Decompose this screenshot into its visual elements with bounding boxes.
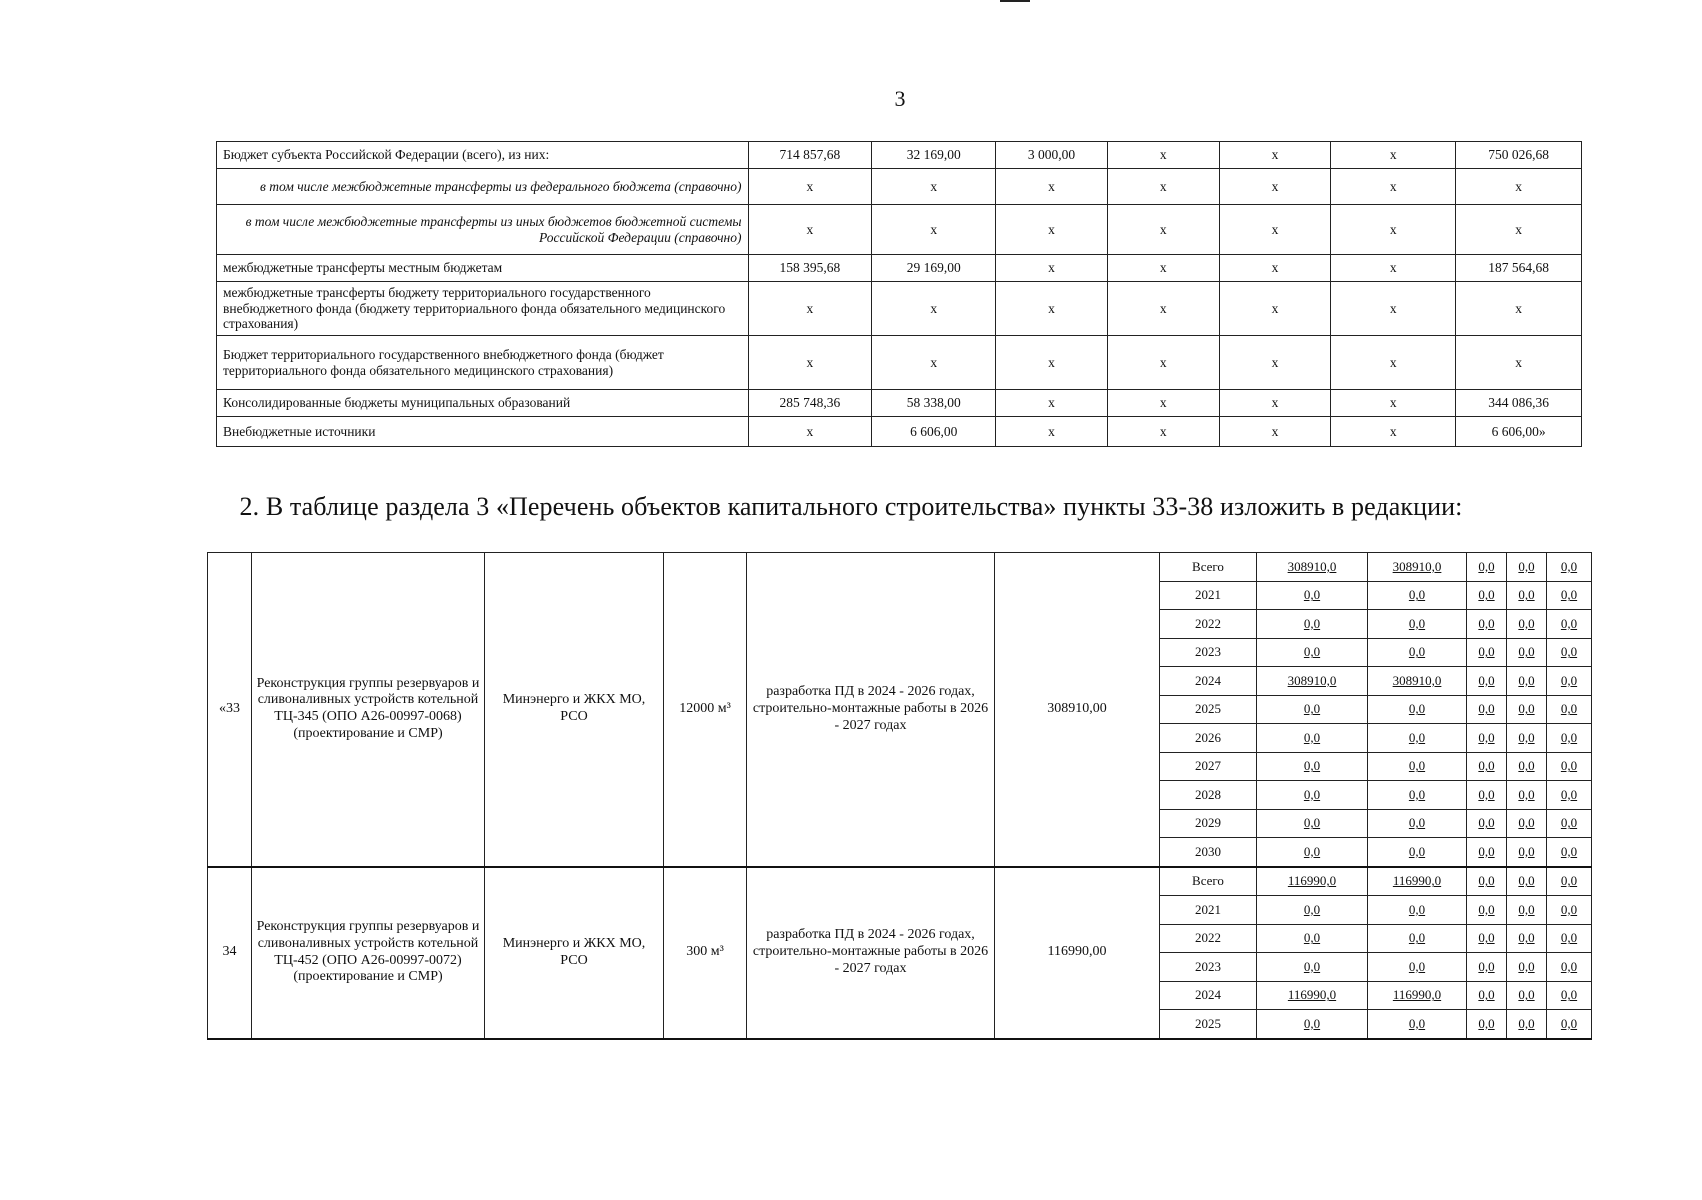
budget-cell: 187 564,68 — [1456, 255, 1582, 282]
budget-cell: x — [1456, 282, 1582, 336]
budget-cell: x — [1107, 142, 1219, 169]
budget-cell: x — [872, 169, 996, 205]
year-value-municipal: 0,0 — [1507, 724, 1547, 753]
year-label: 2021 — [1160, 581, 1257, 610]
budget-cell: x — [1219, 390, 1331, 417]
object-schedule: разработка ПД в 2024 - 2026 годах, строительно-монтажные работы в 2026 - 2027 годах — [747, 867, 995, 1039]
year-value-municipal: 0,0 — [1507, 953, 1547, 982]
year-value-federal: 0,0 — [1467, 581, 1507, 610]
object-year-row — [208, 867, 1592, 896]
budget-cell: x — [1107, 390, 1219, 417]
year-value-regional: 0,0 — [1368, 752, 1467, 781]
page-number: 3 — [894, 86, 906, 111]
year-value-other: 0,0 — [1547, 610, 1592, 639]
year-value-federal: 0,0 — [1467, 781, 1507, 810]
budget-cell: 29 169,00 — [872, 255, 996, 282]
budget-table — [216, 141, 1582, 447]
year-value-municipal: 0,0 — [1507, 781, 1547, 810]
year-value-federal: 0,0 — [1467, 638, 1507, 667]
year-value-other: 0,0 — [1547, 867, 1592, 896]
budget-row — [217, 417, 1582, 447]
year-value-other: 0,0 — [1547, 724, 1592, 753]
year-value-municipal: 0,0 — [1507, 695, 1547, 724]
year-label: 2025 — [1160, 695, 1257, 724]
year-value-regional: 308910,0 — [1368, 667, 1467, 696]
budget-cell: x — [1331, 282, 1456, 336]
budget-row-label: Внебюджетные источники — [217, 417, 749, 447]
budget-row-label: Бюджет территориального государственного внебюджетного фонда (бюджет территориального фонда обязательного медицинского страхования) — [217, 336, 749, 390]
year-value-total: 0,0 — [1257, 838, 1368, 867]
year-value-municipal: 0,0 — [1507, 924, 1547, 953]
budget-cell: x — [1331, 205, 1456, 255]
budget-cell: x — [1107, 169, 1219, 205]
budget-cell: x — [1219, 142, 1331, 169]
budget-cell: x — [1107, 417, 1219, 447]
page-top-mark — [1000, 0, 1030, 2]
budget-row-label: в том числе межбюджетные трансферты из федерального бюджета (справочно) — [217, 169, 749, 205]
budget-cell: x — [1331, 390, 1456, 417]
year-label: 2025 — [1160, 1010, 1257, 1039]
year-value-total: 0,0 — [1257, 781, 1368, 810]
budget-row — [217, 169, 1582, 205]
year-label: 2022 — [1160, 610, 1257, 639]
objects-table — [207, 552, 1592, 1040]
object-cost: 308910,00 — [995, 553, 1160, 867]
year-label: Всего — [1160, 553, 1257, 582]
year-value-municipal: 0,0 — [1507, 981, 1547, 1010]
year-value-regional: 0,0 — [1368, 781, 1467, 810]
year-value-total: 0,0 — [1257, 953, 1368, 982]
year-value-federal: 0,0 — [1467, 610, 1507, 639]
year-value-other: 0,0 — [1547, 553, 1592, 582]
year-value-other: 0,0 — [1547, 809, 1592, 838]
budget-cell: 750 026,68 — [1456, 142, 1582, 169]
year-value-other: 0,0 — [1547, 695, 1592, 724]
budget-cell: x — [996, 282, 1108, 336]
year-value-regional: 116990,0 — [1368, 867, 1467, 896]
year-value-federal: 0,0 — [1467, 838, 1507, 867]
object-customer: Минэнерго и ЖКХ МО, РСО — [485, 553, 664, 867]
year-label: 2026 — [1160, 724, 1257, 753]
budget-cell: 158 395,68 — [748, 255, 872, 282]
year-value-other: 0,0 — [1547, 581, 1592, 610]
year-value-regional: 0,0 — [1368, 1010, 1467, 1039]
year-value-other: 0,0 — [1547, 896, 1592, 925]
budget-cell: x — [1331, 336, 1456, 390]
object-number: 34 — [208, 867, 252, 1039]
year-value-other: 0,0 — [1547, 1010, 1592, 1039]
year-value-total: 0,0 — [1257, 896, 1368, 925]
year-value-total: 116990,0 — [1257, 981, 1368, 1010]
year-value-other: 0,0 — [1547, 638, 1592, 667]
budget-cell: x — [996, 169, 1108, 205]
year-value-municipal: 0,0 — [1507, 867, 1547, 896]
budget-row — [217, 390, 1582, 417]
year-value-regional: 0,0 — [1368, 953, 1467, 982]
year-value-municipal: 0,0 — [1507, 553, 1547, 582]
year-value-total: 0,0 — [1257, 724, 1368, 753]
budget-cell: x — [1331, 169, 1456, 205]
year-value-regional: 0,0 — [1368, 924, 1467, 953]
year-label: 2022 — [1160, 924, 1257, 953]
budget-cell: x — [872, 282, 996, 336]
budget-cell: x — [872, 205, 996, 255]
year-value-regional: 0,0 — [1368, 838, 1467, 867]
budget-row — [217, 282, 1582, 336]
year-value-municipal: 0,0 — [1507, 752, 1547, 781]
year-value-federal: 0,0 — [1467, 724, 1507, 753]
year-value-regional: 116990,0 — [1368, 981, 1467, 1010]
object-name: Реконструкция группы резервуаров и сливоналивных устройств котельной ТЦ-345 (ОПО А26-00997-0068) (проектирование и СМР) — [252, 553, 485, 867]
year-value-regional: 308910,0 — [1368, 553, 1467, 582]
year-value-regional: 0,0 — [1368, 610, 1467, 639]
year-value-total: 0,0 — [1257, 638, 1368, 667]
budget-cell: x — [996, 417, 1108, 447]
year-label: 2030 — [1160, 838, 1257, 867]
budget-cell: x — [748, 205, 872, 255]
budget-row — [217, 336, 1582, 390]
budget-cell: x — [1219, 169, 1331, 205]
budget-cell: x — [1456, 205, 1582, 255]
budget-cell: 32 169,00 — [872, 142, 996, 169]
year-value-other: 0,0 — [1547, 667, 1592, 696]
budget-row-label: в том числе межбюджетные трансферты из иных бюджетов бюджетной системы Российской Федерации (справочно) — [217, 205, 749, 255]
year-value-federal: 0,0 — [1467, 953, 1507, 982]
year-value-municipal: 0,0 — [1507, 809, 1547, 838]
budget-cell: x — [1219, 417, 1331, 447]
section-heading: 2. В таблице раздела 3 «Перечень объектов капитального строительства» пункты 33-38 изложить в редакции: — [239, 492, 1463, 521]
year-label: 2023 — [1160, 953, 1257, 982]
year-value-total: 0,0 — [1257, 581, 1368, 610]
budget-cell: x — [1107, 336, 1219, 390]
budget-cell: x — [1107, 205, 1219, 255]
budget-cell: x — [996, 336, 1108, 390]
object-customer: Минэнерго и ЖКХ МО, РСО — [485, 867, 664, 1039]
budget-cell: 3 000,00 — [996, 142, 1108, 169]
object-year-row — [208, 553, 1592, 582]
budget-cell: 344 086,36 — [1456, 390, 1582, 417]
year-value-federal: 0,0 — [1467, 867, 1507, 896]
budget-cell: x — [748, 417, 872, 447]
budget-row — [217, 255, 1582, 282]
year-value-total: 0,0 — [1257, 610, 1368, 639]
budget-row-label: Консолидированные бюджеты муниципальных образований — [217, 390, 749, 417]
year-label: 2027 — [1160, 752, 1257, 781]
budget-cell: x — [748, 336, 872, 390]
year-value-total: 0,0 — [1257, 924, 1368, 953]
year-value-other: 0,0 — [1547, 781, 1592, 810]
year-value-total: 116990,0 — [1257, 867, 1368, 896]
budget-cell: 6 606,00 — [872, 417, 996, 447]
year-value-municipal: 0,0 — [1507, 896, 1547, 925]
year-value-federal: 0,0 — [1467, 667, 1507, 696]
year-value-federal: 0,0 — [1467, 1010, 1507, 1039]
year-label: 2028 — [1160, 781, 1257, 810]
budget-cell: x — [1219, 336, 1331, 390]
year-value-other: 0,0 — [1547, 752, 1592, 781]
year-value-other: 0,0 — [1547, 953, 1592, 982]
year-value-federal: 0,0 — [1467, 924, 1507, 953]
year-value-regional: 0,0 — [1368, 896, 1467, 925]
year-value-regional: 0,0 — [1368, 638, 1467, 667]
year-value-municipal: 0,0 — [1507, 838, 1547, 867]
year-value-total: 308910,0 — [1257, 553, 1368, 582]
object-number: «33 — [208, 553, 252, 867]
year-value-total: 0,0 — [1257, 809, 1368, 838]
object-capacity: 300 м³ — [664, 867, 747, 1039]
year-value-regional: 0,0 — [1368, 581, 1467, 610]
year-value-regional: 0,0 — [1368, 809, 1467, 838]
budget-cell: x — [996, 390, 1108, 417]
object-schedule: разработка ПД в 2024 - 2026 годах, строительно-монтажные работы в 2026 - 2027 годах — [747, 553, 995, 867]
year-label: 2024 — [1160, 981, 1257, 1010]
year-value-federal: 0,0 — [1467, 809, 1507, 838]
budget-row-label: межбюджетные трансферты местным бюджетам — [217, 255, 749, 282]
year-value-total: 0,0 — [1257, 1010, 1368, 1039]
object-name: Реконструкция группы резервуаров и сливоналивных устройств котельной ТЦ-452 (ОПО А26-00997-0072) (проектирование и СМР) — [252, 867, 485, 1039]
object-cost: 116990,00 — [995, 867, 1160, 1039]
year-value-municipal: 0,0 — [1507, 610, 1547, 639]
budget-cell: x — [872, 336, 996, 390]
object-capacity: 12000 м³ — [664, 553, 747, 867]
year-value-other: 0,0 — [1547, 838, 1592, 867]
year-value-federal: 0,0 — [1467, 752, 1507, 781]
budget-cell: x — [748, 169, 872, 205]
year-value-other: 0,0 — [1547, 924, 1592, 953]
year-value-municipal: 0,0 — [1507, 581, 1547, 610]
budget-cell: 285 748,36 — [748, 390, 872, 417]
budget-cell: x — [1219, 282, 1331, 336]
year-value-municipal: 0,0 — [1507, 667, 1547, 696]
year-value-total: 308910,0 — [1257, 667, 1368, 696]
budget-cell: 714 857,68 — [748, 142, 872, 169]
year-value-federal: 0,0 — [1467, 553, 1507, 582]
budget-cell: x — [1456, 336, 1582, 390]
budget-cell: x — [1219, 255, 1331, 282]
year-value-total: 0,0 — [1257, 695, 1368, 724]
budget-cell: x — [748, 282, 872, 336]
year-label: 2021 — [1160, 896, 1257, 925]
year-value-total: 0,0 — [1257, 752, 1368, 781]
budget-cell: 58 338,00 — [872, 390, 996, 417]
budget-cell: x — [1331, 142, 1456, 169]
year-label: 2029 — [1160, 809, 1257, 838]
year-value-other: 0,0 — [1547, 981, 1592, 1010]
budget-cell: x — [996, 205, 1108, 255]
budget-cell: x — [996, 255, 1108, 282]
budget-row-label: межбюджетные трансферты бюджету территориального государственного внебюджетного фонда (бюджету территориального фонда обязательного медицинского страхования) — [217, 282, 749, 336]
year-value-federal: 0,0 — [1467, 896, 1507, 925]
budget-cell: x — [1219, 205, 1331, 255]
year-value-regional: 0,0 — [1368, 695, 1467, 724]
year-value-regional: 0,0 — [1368, 724, 1467, 753]
budget-cell: 6 606,00» — [1456, 417, 1582, 447]
budget-cell: x — [1107, 255, 1219, 282]
year-label: 2024 — [1160, 667, 1257, 696]
budget-cell: x — [1331, 255, 1456, 282]
year-value-federal: 0,0 — [1467, 695, 1507, 724]
year-value-municipal: 0,0 — [1507, 1010, 1547, 1039]
budget-cell: x — [1331, 417, 1456, 447]
budget-row-label: Бюджет субъекта Российской Федерации (всего), из них: — [217, 142, 749, 169]
year-value-municipal: 0,0 — [1507, 638, 1547, 667]
budget-cell: x — [1456, 169, 1582, 205]
budget-cell: x — [1107, 282, 1219, 336]
year-label: Всего — [1160, 867, 1257, 896]
budget-row — [217, 142, 1582, 169]
year-label: 2023 — [1160, 638, 1257, 667]
budget-row — [217, 205, 1582, 255]
year-value-federal: 0,0 — [1467, 981, 1507, 1010]
